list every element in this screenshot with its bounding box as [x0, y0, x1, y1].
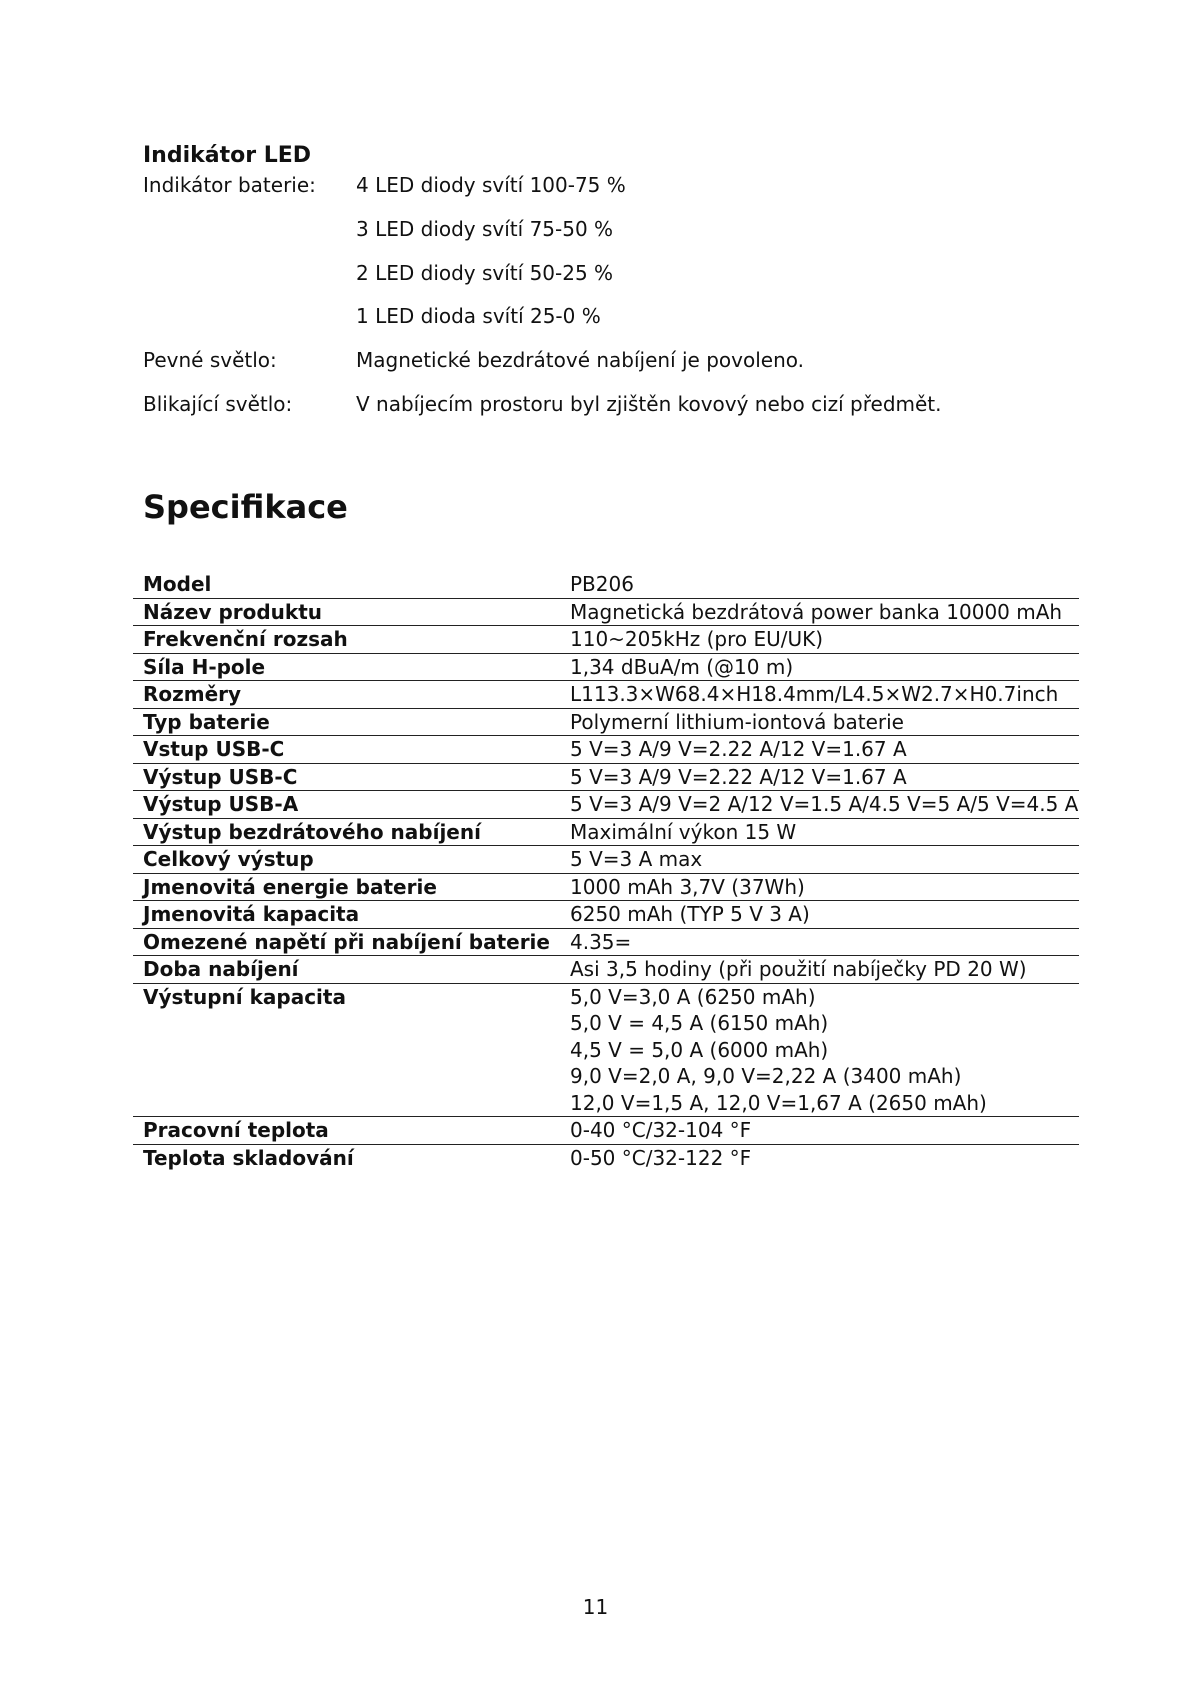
spec-value-line: 12,0 V=1,5 A, 12,0 V=1,67 A (2650 mAh): [570, 1090, 987, 1115]
spec-value: Magnetická bezdrátová power banka 10000 mAh: [560, 598, 1079, 626]
spec-value-line: 5,0 V=3,0 A (6250 mAh): [570, 984, 816, 1009]
led-row: [143, 346, 1043, 374]
spec-value: 0-50 °C/32-122 °F: [570, 1145, 752, 1170]
spec-value: 5 V=3 A/9 V=2.22 A/12 V=1.67 A: [560, 763, 1079, 791]
spec-value: 6250 mAh (TYP 5 V 3 A): [560, 901, 1079, 929]
spec-value: Maximální výkon 15 W: [560, 818, 1079, 846]
spec-key: Model: [133, 571, 560, 598]
led-indicator-heading: Indikátor LED: [143, 143, 312, 168]
table-row: [133, 956, 1079, 984]
table-row: [133, 571, 1079, 598]
table-row: [133, 873, 1079, 901]
spec-key: Síla H-pole: [133, 653, 560, 681]
spec-key: Výstupní kapacita: [133, 983, 560, 1117]
led-row: [143, 171, 1043, 199]
specifications-heading: Specifikace: [143, 488, 348, 526]
spec-value: 1,34 dBuA/m (@10 m): [560, 653, 1079, 681]
spec-key: Výstup USB-C: [133, 763, 560, 791]
spec-key: Teplota skladování: [143, 1145, 354, 1170]
table-row: [133, 681, 1079, 709]
spec-key: Výstup USB-A: [133, 791, 560, 819]
table-row: [133, 626, 1079, 654]
spec-value-line: 9,0 V=2,0 A, 9,0 V=2,22 A (3400 mAh): [570, 1064, 962, 1088]
spec-value-line: 4,5 V = 5,0 A (6000 mAh): [570, 1037, 829, 1062]
spec-value: 5 V=3 A/9 V=2.22 A/12 V=1.67 A: [560, 736, 1079, 764]
spec-key: Typ baterie: [133, 708, 560, 736]
table-row: [133, 763, 1079, 791]
spec-key: Výstup bezdrátového nabíjení: [133, 818, 560, 846]
spec-value: Asi 3,5 hodiny (při použití nabíječky PD 20 W): [560, 956, 1079, 984]
spec-key: Frekvenční rozsah: [133, 626, 560, 654]
spec-value-line: 5,0 V = 4,5 A (6150 mAh): [570, 1011, 829, 1035]
spec-value: 1000 mAh 3,7V (37Wh): [560, 873, 1079, 901]
spec-value: 5 V=3 A/9 V=2 A/12 V=1.5 A/4.5 V=5 A/5 V=4.5 A: [560, 791, 1079, 819]
spec-key: Název produktu: [133, 598, 560, 626]
led-row: [143, 302, 1043, 330]
spec-value: Polymerní lithium-iontová baterie: [560, 708, 1079, 736]
specifications-table: [133, 571, 1079, 1171]
spec-value: 0-40 °C/32-104 °F: [560, 1117, 1079, 1145]
table-row: [133, 1117, 1079, 1145]
spec-value: [560, 983, 1079, 1117]
spec-key: Celkový výstup: [133, 846, 560, 874]
table-row: [133, 928, 1079, 956]
table-row: [133, 708, 1079, 736]
spec-value: L113.3×W68.4×H18.4mm/L4.5×W2.7×H0.7inch: [560, 681, 1079, 709]
table-row: [133, 653, 1079, 681]
led-row-value: Magnetické bezdrátové nabíjení je povoleno.: [356, 348, 804, 372]
spec-value: 4.35=: [560, 928, 1079, 956]
led-row-label: Blikající světlo:: [143, 392, 293, 416]
led-row-value: 4 LED diody svítí 100-75 %: [356, 173, 626, 197]
spec-value: 110~205kHz (pro EU/UK): [560, 626, 1079, 654]
spec-key: Rozměry: [133, 681, 560, 709]
spec-value: 5 V=3 A max: [560, 846, 1079, 874]
table-row: [133, 983, 1079, 1117]
led-row: [143, 390, 1043, 418]
table-row: [133, 818, 1079, 846]
spec-key: Omezené napětí při nabíjení baterie: [133, 928, 560, 956]
spec-key: Doba nabíjení: [133, 956, 560, 984]
table-row: [133, 846, 1079, 874]
spec-value: PB206: [560, 571, 1079, 598]
table-row: [133, 791, 1079, 819]
led-row-label: Indikátor baterie:: [143, 173, 316, 197]
spec-key: Vstup USB-C: [133, 736, 560, 764]
led-row-label: Pevné světlo:: [143, 348, 277, 372]
led-row-value: 3 LED diody svítí 75-50 %: [356, 217, 614, 241]
table-row: [133, 598, 1079, 626]
spec-key: Pracovní teplota: [133, 1117, 560, 1145]
page-number: 11: [582, 1595, 609, 1619]
led-row-value: V nabíjecím prostoru byl zjištěn kovový nebo cizí předmět.: [356, 392, 942, 416]
led-row-value: 2 LED diody svítí 50-25 %: [356, 261, 614, 285]
table-row: [133, 1144, 1079, 1171]
led-row: [143, 259, 1043, 287]
spec-key: Jmenovitá kapacita: [133, 901, 560, 929]
led-row: [143, 215, 1043, 243]
led-row-value: 1 LED dioda svítí 25-0 %: [356, 304, 601, 328]
table-row: [133, 901, 1079, 929]
spec-key: Jmenovitá energie baterie: [133, 873, 560, 901]
table-row: [133, 736, 1079, 764]
